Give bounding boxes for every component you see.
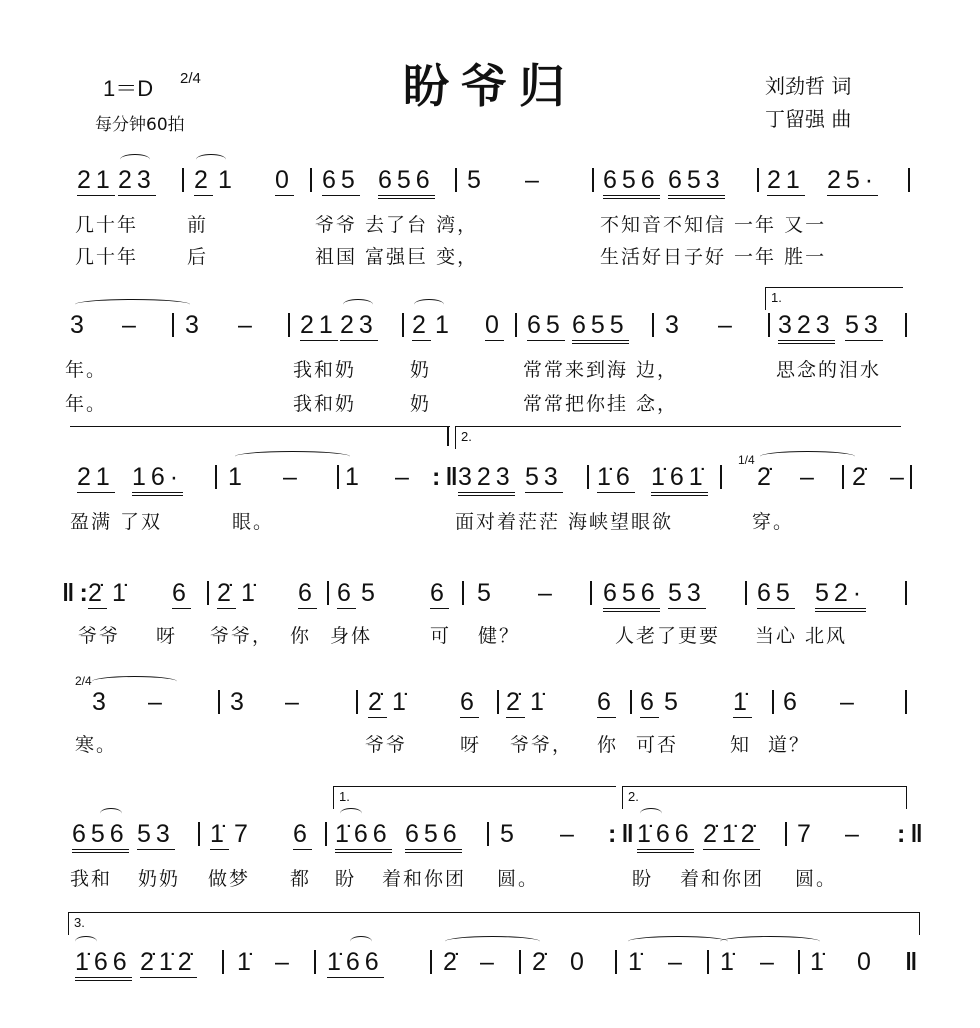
volta-label: 2. bbox=[628, 789, 639, 804]
note: 1 bbox=[435, 311, 454, 339]
final-barline: ‖ bbox=[905, 948, 923, 976]
volta-label: 1. bbox=[339, 789, 350, 804]
note: 656 bbox=[378, 166, 435, 199]
slur bbox=[92, 676, 177, 687]
note: 6 bbox=[337, 579, 356, 607]
lyric: 我和奶 bbox=[293, 393, 357, 415]
barline bbox=[288, 313, 290, 337]
barline bbox=[430, 950, 432, 974]
note: – bbox=[395, 463, 414, 491]
note: – bbox=[538, 579, 557, 607]
slur bbox=[120, 154, 150, 165]
barline bbox=[785, 822, 787, 846]
composer: 丁留强 曲 bbox=[765, 107, 852, 131]
note: 1̇ bbox=[720, 948, 739, 976]
barline bbox=[337, 465, 339, 489]
note: 3 bbox=[665, 311, 684, 339]
note: 653 bbox=[668, 166, 725, 199]
slur bbox=[760, 451, 855, 462]
note: 1 bbox=[228, 463, 247, 491]
barline bbox=[207, 581, 209, 605]
note: 5 bbox=[664, 688, 683, 716]
volta-bracket bbox=[333, 786, 616, 809]
barline bbox=[487, 822, 489, 846]
slur bbox=[343, 299, 373, 310]
note: 1 bbox=[218, 166, 237, 194]
lyric: 思念的泪水 bbox=[776, 359, 882, 381]
note: 6 bbox=[430, 579, 449, 607]
lyric: 爷爷， bbox=[510, 734, 574, 756]
note: 656 bbox=[603, 579, 660, 612]
barline bbox=[908, 168, 910, 192]
lyric: 健？ bbox=[478, 625, 521, 647]
barline bbox=[652, 313, 654, 337]
lyric: 奶 bbox=[410, 393, 432, 415]
note: 1̇61̇ bbox=[651, 463, 708, 496]
lyric: 祖国 富强巨 变， bbox=[315, 246, 479, 268]
note: – bbox=[148, 688, 167, 716]
note: 7 bbox=[797, 820, 816, 848]
lyric: 爷爷 bbox=[365, 734, 408, 756]
note: 7 bbox=[234, 820, 253, 848]
note: – bbox=[800, 463, 819, 491]
lyric: 着和你团 bbox=[680, 868, 765, 890]
note: – bbox=[122, 311, 141, 339]
barline bbox=[325, 822, 327, 846]
note: 23 bbox=[118, 166, 156, 194]
lyric: 盼 bbox=[335, 868, 357, 890]
lyric: 圆。 bbox=[795, 868, 838, 890]
time-signature: 2/4 bbox=[180, 70, 201, 87]
note: 16· bbox=[132, 463, 183, 496]
lyric: 几十年 bbox=[75, 246, 139, 268]
note: 6 bbox=[783, 688, 802, 716]
barline bbox=[757, 168, 759, 192]
note: – bbox=[845, 820, 864, 848]
barline bbox=[455, 168, 457, 192]
slur bbox=[640, 808, 662, 819]
barline bbox=[310, 168, 312, 192]
note: 2̇ bbox=[368, 688, 387, 716]
lyric: 可 bbox=[430, 625, 452, 647]
note: – bbox=[718, 311, 737, 339]
volta-label: 1. bbox=[771, 290, 782, 305]
repeat-end: :‖ bbox=[897, 820, 928, 848]
volta-bracket bbox=[68, 912, 920, 935]
lyric: 圆。 bbox=[497, 868, 540, 890]
barline bbox=[768, 313, 770, 337]
note: 1̇ bbox=[530, 688, 549, 716]
note: 1̇6 bbox=[597, 463, 635, 491]
lyric: 常常来到海 边， bbox=[523, 359, 679, 381]
note: 0 bbox=[857, 948, 876, 976]
lyric: 眼。 bbox=[232, 511, 275, 533]
slur bbox=[445, 936, 540, 947]
note: – bbox=[285, 688, 304, 716]
lyric: 知 bbox=[730, 734, 752, 756]
note: 65 bbox=[757, 579, 795, 607]
note: 656 bbox=[603, 166, 660, 199]
lyric: 年。 bbox=[65, 359, 108, 381]
lyric: 爷爷， bbox=[210, 625, 274, 647]
repeat-start: ‖: bbox=[62, 579, 93, 607]
note: 1̇66 bbox=[335, 820, 392, 853]
note: 52· bbox=[815, 579, 866, 612]
lyric: 可否 bbox=[636, 734, 679, 756]
lyric: 几十年 bbox=[75, 214, 139, 236]
note: 2̇ bbox=[217, 579, 236, 607]
note: 2̇1̇2̇ bbox=[140, 948, 197, 976]
time-signature: 1/4 bbox=[738, 453, 755, 467]
volta-bracket bbox=[455, 426, 901, 449]
lyric: 盈满 了双 bbox=[70, 511, 163, 533]
slur bbox=[628, 936, 728, 947]
note: 5 bbox=[477, 579, 496, 607]
lyric: 前 bbox=[187, 214, 209, 236]
lyric: 你 bbox=[290, 625, 312, 647]
barline bbox=[314, 950, 316, 974]
slur bbox=[720, 936, 820, 947]
lyric: 我和奶 bbox=[293, 359, 357, 381]
lyric: 盼 bbox=[632, 868, 654, 890]
barline bbox=[497, 690, 499, 714]
note: 5 bbox=[467, 166, 486, 194]
lyric: 面对着茫茫 海峡望眼欲 bbox=[455, 511, 674, 533]
note: 1̇ bbox=[628, 948, 647, 976]
note: 6 bbox=[298, 579, 317, 607]
note: – bbox=[275, 948, 294, 976]
note: 1̇ bbox=[112, 579, 131, 607]
note: 2̇ bbox=[88, 579, 107, 607]
slur bbox=[196, 154, 226, 165]
lyric: 爷爷 bbox=[78, 625, 121, 647]
note: 1̇ bbox=[392, 688, 411, 716]
lyric: 北风 bbox=[805, 625, 848, 647]
lyric: 后 bbox=[187, 246, 209, 268]
volta-bracket bbox=[622, 786, 907, 809]
note: – bbox=[525, 166, 544, 194]
note: 2 bbox=[194, 166, 213, 194]
note: 656 bbox=[72, 820, 129, 853]
lyric: 人老了更要 bbox=[615, 625, 721, 647]
lyric: 呀 bbox=[156, 625, 178, 647]
note: 323 bbox=[458, 463, 515, 496]
key-signature: 1＝D bbox=[103, 76, 154, 101]
note: 655 bbox=[572, 311, 629, 344]
note: 656 bbox=[405, 820, 462, 853]
note: – bbox=[283, 463, 302, 491]
slur bbox=[350, 936, 372, 947]
note: 2̇1̇2̇ bbox=[703, 820, 760, 848]
barline bbox=[745, 581, 747, 605]
note: 2̇ bbox=[506, 688, 525, 716]
slur bbox=[235, 451, 350, 462]
note: 53 bbox=[525, 463, 563, 491]
slur bbox=[75, 936, 97, 947]
note: 3 bbox=[92, 688, 111, 716]
lyric: 奶奶 bbox=[138, 868, 181, 890]
barline bbox=[218, 690, 220, 714]
note: – bbox=[890, 463, 909, 491]
slur bbox=[340, 808, 362, 819]
barline bbox=[327, 581, 329, 605]
barline bbox=[910, 465, 912, 489]
lyric: 奶 bbox=[410, 359, 432, 381]
barline bbox=[587, 465, 589, 489]
note: 0 bbox=[275, 166, 294, 194]
lyric: 道？ bbox=[768, 734, 811, 756]
slur bbox=[100, 808, 122, 819]
note: 65 bbox=[322, 166, 360, 194]
note: – bbox=[480, 948, 499, 976]
barline bbox=[615, 950, 617, 974]
note: 6 bbox=[172, 579, 191, 607]
note: 1 bbox=[345, 463, 364, 491]
note: – bbox=[668, 948, 687, 976]
note: – bbox=[840, 688, 859, 716]
note: 6 bbox=[460, 688, 479, 716]
barline bbox=[592, 168, 594, 192]
lyric: 着和你团 bbox=[382, 868, 467, 890]
note: 1̇66 bbox=[637, 820, 694, 853]
slur bbox=[75, 299, 190, 310]
note: 6 bbox=[293, 820, 312, 848]
note: 1̇66 bbox=[327, 948, 384, 976]
lyric: 生活好日子好 一年 胜一 bbox=[600, 246, 827, 268]
note: 53 bbox=[845, 311, 883, 339]
lyric: 身体 bbox=[330, 625, 373, 647]
note: 53 bbox=[137, 820, 175, 848]
note: 0 bbox=[485, 311, 504, 339]
note: 1̇66 bbox=[75, 948, 132, 981]
lyric: 爷爷 去了台 湾， bbox=[315, 214, 479, 236]
tempo-marking: 每分钟60拍 bbox=[95, 115, 185, 135]
barline bbox=[905, 581, 907, 605]
barline bbox=[222, 950, 224, 974]
note: 1̇ bbox=[210, 820, 229, 848]
note: 1̇ bbox=[810, 948, 829, 976]
note: 2̇ bbox=[852, 463, 871, 491]
lyric: 年。 bbox=[65, 393, 108, 415]
note: 21 bbox=[77, 166, 115, 194]
note: 2̇ bbox=[757, 463, 776, 491]
note: 1̇ bbox=[241, 579, 260, 607]
note: 3 bbox=[70, 311, 89, 339]
barline bbox=[630, 690, 632, 714]
barline bbox=[356, 690, 358, 714]
lyric: 不知音不知信 一年 又一 bbox=[600, 214, 827, 236]
note: 23 bbox=[340, 311, 378, 339]
note: 6 bbox=[597, 688, 616, 716]
lyric: 呀 bbox=[460, 734, 482, 756]
repeat-end: :‖ bbox=[608, 820, 639, 848]
note: 3 bbox=[230, 688, 249, 716]
barline bbox=[198, 822, 200, 846]
barline bbox=[720, 465, 722, 489]
note: 25· bbox=[827, 166, 879, 194]
volta-bracket bbox=[765, 287, 903, 310]
barline bbox=[172, 313, 174, 337]
note: 5 bbox=[500, 820, 519, 848]
lyric: 常常把你挂 念， bbox=[523, 393, 679, 415]
lyric: 做梦 bbox=[208, 868, 251, 890]
note: 5 bbox=[361, 579, 380, 607]
note: 2 bbox=[412, 311, 431, 339]
lyric: 我和 bbox=[70, 868, 113, 890]
note: 21 bbox=[767, 166, 805, 194]
barline bbox=[515, 313, 517, 337]
barline bbox=[905, 690, 907, 714]
lyricist: 刘劲哲 词 bbox=[765, 74, 852, 98]
time-signature: 2/4 bbox=[75, 674, 92, 688]
volta-label: 2. bbox=[461, 429, 472, 444]
barline bbox=[182, 168, 184, 192]
note: 65 bbox=[527, 311, 565, 339]
barline bbox=[772, 690, 774, 714]
note: 0 bbox=[570, 948, 589, 976]
barline bbox=[215, 465, 217, 489]
note: 21 bbox=[77, 463, 115, 491]
barline bbox=[905, 313, 907, 337]
note: – bbox=[238, 311, 257, 339]
lyric: 寒。 bbox=[75, 734, 118, 756]
note: 2̇ bbox=[532, 948, 551, 976]
lyric: 都 bbox=[290, 868, 312, 890]
song-title: 盼爷归 bbox=[403, 59, 577, 113]
slur bbox=[414, 299, 444, 310]
note: 3 bbox=[185, 311, 204, 339]
lyric: 你 bbox=[597, 734, 619, 756]
note: 53 bbox=[668, 579, 706, 607]
volta-label: 3. bbox=[74, 915, 85, 930]
barline bbox=[462, 581, 464, 605]
lyric: 当心 bbox=[755, 625, 798, 647]
note: – bbox=[760, 948, 779, 976]
note: 21 bbox=[300, 311, 338, 339]
note: – bbox=[560, 820, 579, 848]
note: 2̇ bbox=[443, 948, 462, 976]
barline bbox=[842, 465, 844, 489]
lyric: 穿。 bbox=[752, 511, 795, 533]
barline bbox=[590, 581, 592, 605]
note: 1̇ bbox=[733, 688, 752, 716]
barline bbox=[798, 950, 800, 974]
note: 323 bbox=[778, 311, 835, 344]
barline bbox=[402, 313, 404, 337]
note: 1̇ bbox=[237, 948, 256, 976]
barline bbox=[707, 950, 709, 974]
note: 6 bbox=[640, 688, 659, 716]
barline bbox=[519, 950, 521, 974]
repeat-end: :‖ bbox=[432, 463, 463, 491]
